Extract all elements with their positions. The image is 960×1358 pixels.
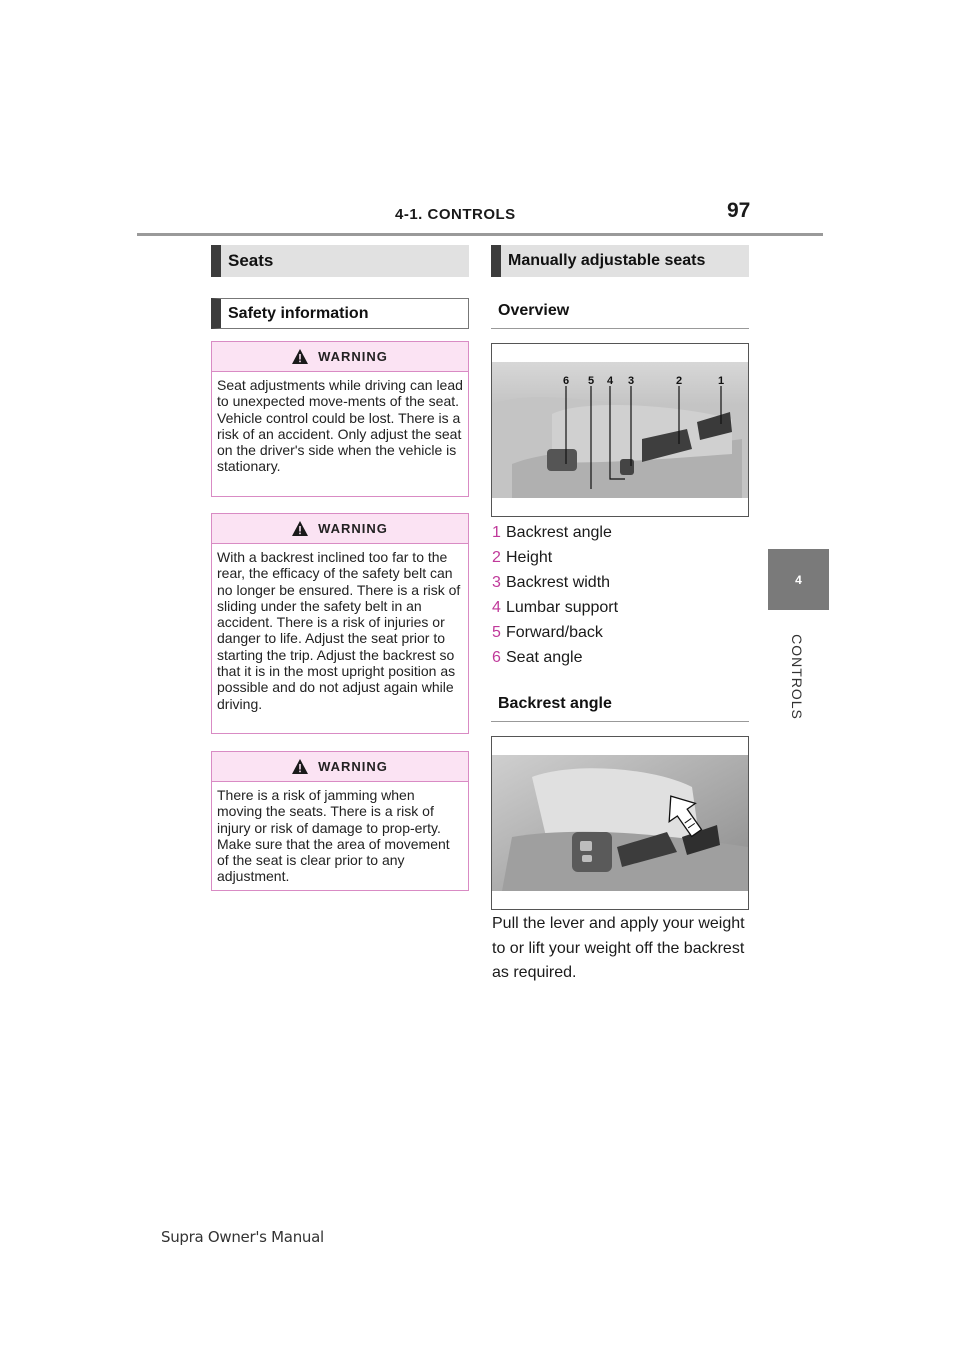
- warning-box: [211, 341, 469, 497]
- item-label: Lumbar support: [506, 599, 619, 616]
- item-label: Backrest width: [506, 574, 611, 591]
- backrest-lever-photo: [491, 736, 749, 910]
- seats-heading-text: Seats: [228, 251, 274, 270]
- item-label: Forward/back: [506, 624, 603, 641]
- warning-text: Seat adjustments while driving can lead to unexpected move-ments of the seat. Vehicle control could be lost. There is a risk of an accident. Only adjust the seat on the driver's side when the vehicle is stationary.: [217, 377, 463, 475]
- warning-title: WARNING: [318, 349, 388, 364]
- backrest-angle-title: Backrest angle: [498, 695, 612, 712]
- item-number: 4: [492, 599, 501, 616]
- manual-seats-heading: [491, 245, 749, 277]
- warning-header: [212, 342, 468, 372]
- safety-info-heading-text: Safety information: [228, 304, 369, 322]
- item-label: Height: [506, 549, 553, 566]
- item-number: 5: [492, 624, 501, 641]
- item-number: 1: [492, 524, 501, 541]
- list-item: [492, 520, 618, 545]
- warning-header: [212, 514, 468, 544]
- safety-info-heading: [211, 298, 469, 329]
- warning-header: [212, 752, 468, 782]
- warning-text: With a backrest inclined too far to the rear, the efficacy of the safety belt can no longer be ensured. There is a risk of sliding under the safety belt in an accident. There is a risk of injuries or danger to life. Adjust the seat prior to starting the trip. Adjust the backrest so that it is in the most upright position as possible and do not adjust again while driving.: [217, 549, 461, 712]
- warning-triangle-icon: [292, 349, 308, 364]
- warning-title: WARNING: [318, 521, 388, 536]
- chapter-tab[interactable]: 4: [768, 549, 829, 610]
- list-item: [492, 595, 618, 620]
- warning-text: There is a risk of jamming when moving the seats. There is a risk of injury or risk of damage to prop-erty. Make sure that the area of movement of the seat is clear prior to any adjustment.: [217, 787, 450, 885]
- list-item: [492, 570, 618, 595]
- manual-seats-heading-text: Manually adjustable seats: [508, 252, 706, 269]
- warning-box: [211, 751, 469, 891]
- list-item: [492, 645, 618, 670]
- overview-rule: [491, 328, 749, 329]
- item-number: 6: [492, 649, 501, 666]
- seat-controls-list: [492, 520, 618, 670]
- page-number: 97: [727, 199, 751, 222]
- backrest-instructions: Pull the lever and apply your weight to or lift your weight off the backrest as required.: [492, 915, 745, 981]
- item-number: 2: [492, 549, 501, 566]
- callout-5: 5: [587, 375, 595, 387]
- chapter-label: CONTROLS: [789, 634, 805, 720]
- item-label: Backrest angle: [506, 524, 612, 541]
- item-label: Seat angle: [506, 649, 583, 666]
- callout-6: 6: [562, 375, 570, 387]
- callout-2: 2: [675, 375, 683, 387]
- section-title: 4-1. CONTROLS: [395, 206, 516, 223]
- callout-1: 1: [717, 375, 725, 387]
- overview-title: Overview: [498, 302, 570, 319]
- warning-box: [211, 513, 469, 734]
- item-number: 3: [492, 574, 501, 591]
- callout-4: 4: [606, 375, 614, 387]
- callout-3: 3: [627, 375, 635, 387]
- backrest-lever-illustration: [492, 737, 748, 909]
- warning-triangle-icon: [292, 759, 308, 774]
- manual-footer: Supra Owner's Manual: [161, 1228, 324, 1246]
- header-rule: [137, 233, 823, 236]
- seats-heading: [211, 245, 469, 277]
- list-item: [492, 545, 618, 570]
- warning-triangle-icon: [292, 521, 308, 536]
- warning-title: WARNING: [318, 759, 388, 774]
- backrest-rule: [491, 721, 749, 722]
- seat-controls-illustration: [492, 344, 748, 516]
- list-item: [492, 620, 618, 645]
- seat-controls-photo: [491, 343, 749, 517]
